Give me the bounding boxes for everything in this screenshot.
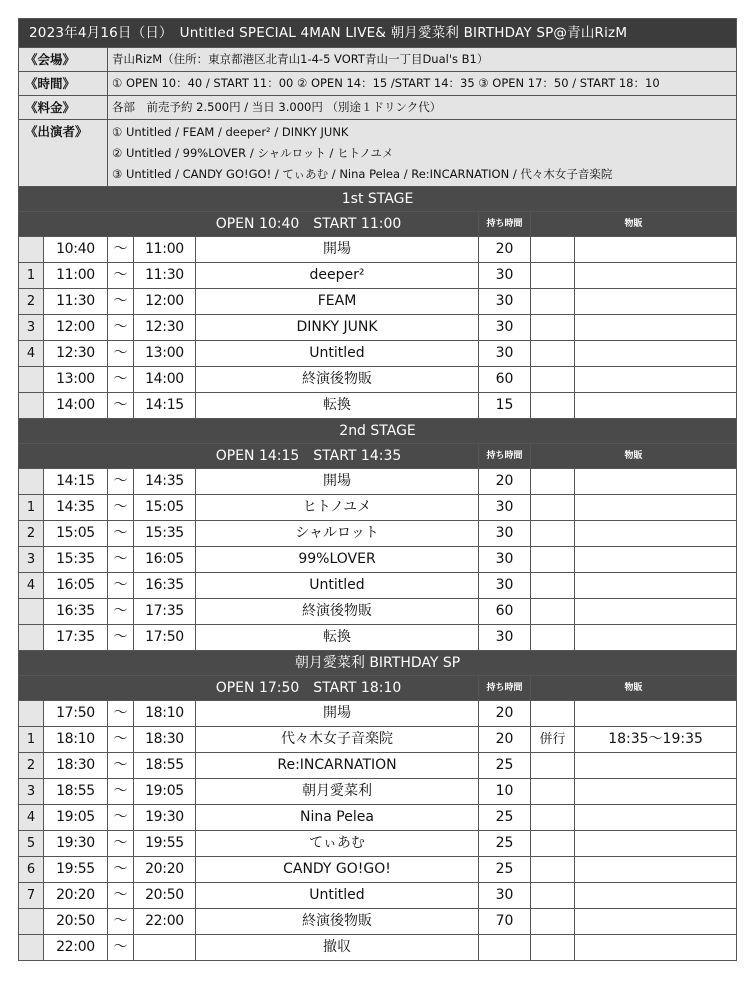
start-time: 12:00	[44, 315, 108, 341]
slot-number: 1	[19, 495, 44, 521]
end-time: 12:30	[134, 315, 196, 341]
end-time: 17:50	[134, 625, 196, 651]
end-time: 15:35	[134, 521, 196, 547]
duration: 30	[479, 341, 531, 367]
slot-number	[19, 599, 44, 625]
slot-number	[19, 237, 44, 263]
stage-subheader-row	[19, 444, 737, 469]
parallel-note	[531, 289, 575, 315]
merch-time	[575, 599, 737, 625]
slot-number	[19, 935, 44, 961]
duration: 20	[479, 727, 531, 753]
end-time: 18:55	[134, 753, 196, 779]
start-time: 12:30	[44, 341, 108, 367]
range-separator: ～	[108, 289, 134, 315]
open-start-time: OPEN 14:15 START 14:35	[19, 444, 479, 469]
range-separator: ～	[108, 547, 134, 573]
table-row	[19, 779, 737, 805]
act-name: 転換	[196, 625, 479, 651]
merch-time	[575, 495, 737, 521]
slot-number	[19, 909, 44, 935]
parallel-note	[531, 367, 575, 393]
merch-time	[575, 935, 737, 961]
act-name: Nina Pelea	[196, 805, 479, 831]
stage-header-row	[19, 187, 737, 212]
table-row	[19, 831, 737, 857]
end-time: 14:15	[134, 393, 196, 419]
parallel-note	[531, 909, 575, 935]
slot-number: 7	[19, 883, 44, 909]
parallel-note	[531, 599, 575, 625]
performers-line-3: ③ Untitled / CANDY GO!GO! / てぃあむ / Nina Pelea / Re:INCARNATION / 代々木女子音楽院	[112, 166, 613, 181]
merch-time	[575, 805, 737, 831]
parallel-note	[531, 495, 575, 521]
act-name: 朝月愛菜利	[196, 779, 479, 805]
table-row	[19, 547, 737, 573]
merch-time	[575, 753, 737, 779]
merch-time	[575, 393, 737, 419]
table-row	[19, 599, 737, 625]
duration: 20	[479, 469, 531, 495]
start-time: 15:35	[44, 547, 108, 573]
range-separator: ～	[108, 367, 134, 393]
table-row	[19, 367, 737, 393]
duration: 10	[479, 779, 531, 805]
end-time: 20:20	[134, 857, 196, 883]
event-title: 2023年4月16日（日） Untitled SPECIAL 4MAN LIVE& 朝月愛菜利 BIRTHDAY SP@青山RizM	[19, 19, 737, 48]
duration-header: 持ち時間	[479, 444, 531, 469]
range-separator: ～	[108, 857, 134, 883]
performers-label: 《出演者》	[19, 120, 108, 187]
act-name: 開場	[196, 237, 479, 263]
end-time: 18:10	[134, 701, 196, 727]
range-separator: ～	[108, 779, 134, 805]
slot-number: 2	[19, 753, 44, 779]
slot-number: 4	[19, 341, 44, 367]
duration: 30	[479, 289, 531, 315]
start-time: 10:40	[44, 237, 108, 263]
duration-header: 持ち時間	[479, 676, 531, 701]
act-name: 開場	[196, 701, 479, 727]
slot-number: 5	[19, 831, 44, 857]
parallel-note: 併行	[531, 727, 575, 753]
range-separator: ～	[108, 263, 134, 289]
range-separator: ～	[108, 883, 134, 909]
slot-number	[19, 701, 44, 727]
slot-number	[19, 393, 44, 419]
merch-time	[575, 315, 737, 341]
price-label: 《料金》	[19, 96, 108, 120]
parallel-note	[531, 935, 575, 961]
table-row	[19, 701, 737, 727]
start-time: 14:35	[44, 495, 108, 521]
end-time	[134, 935, 196, 961]
range-separator: ～	[108, 495, 134, 521]
range-separator: ～	[108, 599, 134, 625]
venue-row	[19, 48, 737, 72]
start-time: 18:10	[44, 727, 108, 753]
stage-name: 2nd STAGE	[19, 419, 737, 444]
slot-number: 4	[19, 805, 44, 831]
open-start-time: OPEN 10:40 START 11:00	[19, 212, 479, 237]
slot-number	[19, 469, 44, 495]
end-time: 11:30	[134, 263, 196, 289]
act-name: シャルロット	[196, 521, 479, 547]
stage-header-row	[19, 419, 737, 444]
time-row	[19, 72, 737, 96]
start-time: 18:55	[44, 779, 108, 805]
start-time: 14:00	[44, 393, 108, 419]
merch-time	[575, 573, 737, 599]
start-time: 20:50	[44, 909, 108, 935]
duration: 15	[479, 393, 531, 419]
table-row	[19, 237, 737, 263]
parallel-note	[531, 547, 575, 573]
act-name: 終演後物販	[196, 367, 479, 393]
start-time: 15:05	[44, 521, 108, 547]
act-name: 終演後物販	[196, 909, 479, 935]
act-name: CANDY GO!GO!	[196, 857, 479, 883]
act-name: 開場	[196, 469, 479, 495]
slot-number: 6	[19, 857, 44, 883]
merch-time	[575, 289, 737, 315]
slot-number: 1	[19, 727, 44, 753]
table-row	[19, 521, 737, 547]
performers-value	[108, 120, 737, 187]
end-time: 14:35	[134, 469, 196, 495]
table-row	[19, 289, 737, 315]
end-time: 19:05	[134, 779, 196, 805]
end-time: 13:00	[134, 341, 196, 367]
duration: 30	[479, 263, 531, 289]
slot-number: 2	[19, 521, 44, 547]
merch-time: 18:35～19:35	[575, 727, 737, 753]
end-time: 16:05	[134, 547, 196, 573]
act-name: 99%LOVER	[196, 547, 479, 573]
time-label: 《時間》	[19, 72, 108, 96]
start-time: 20:20	[44, 883, 108, 909]
merch-time	[575, 521, 737, 547]
stage-name: 1st STAGE	[19, 187, 737, 212]
start-time: 11:30	[44, 289, 108, 315]
table-row	[19, 935, 737, 961]
duration: 60	[479, 367, 531, 393]
slot-number: 4	[19, 573, 44, 599]
table-row	[19, 263, 737, 289]
range-separator: ～	[108, 237, 134, 263]
duration: 70	[479, 909, 531, 935]
stage-subheader-row	[19, 676, 737, 701]
merch-header: 物販	[531, 444, 737, 469]
parallel-note	[531, 521, 575, 547]
duration: 25	[479, 753, 531, 779]
venue-label: 《会場》	[19, 48, 108, 72]
start-time: 17:35	[44, 625, 108, 651]
act-name: 撤収	[196, 935, 479, 961]
start-time: 18:30	[44, 753, 108, 779]
end-time: 11:00	[134, 237, 196, 263]
range-separator: ～	[108, 909, 134, 935]
merch-time	[575, 779, 737, 805]
open-start-time: OPEN 17:50 START 18:10	[19, 676, 479, 701]
parallel-note	[531, 341, 575, 367]
performers-line-2: ② Untitled / 99%LOVER / シャルロット / ヒトノユメ	[112, 145, 394, 160]
venue-value: 青山RizM（住所：東京都港区北青山1-4-5 VORT青山一丁目Dual's B1）	[108, 48, 737, 72]
start-time: 13:00	[44, 367, 108, 393]
duration: 25	[479, 805, 531, 831]
stage-subheader-row	[19, 212, 737, 237]
duration: 30	[479, 521, 531, 547]
end-time: 22:00	[134, 909, 196, 935]
slot-number	[19, 367, 44, 393]
timetable	[18, 18, 737, 961]
stage-name: 朝月愛菜利 BIRTHDAY SP	[19, 651, 737, 676]
merch-time	[575, 367, 737, 393]
range-separator: ～	[108, 727, 134, 753]
table-row	[19, 573, 737, 599]
table-row	[19, 495, 737, 521]
start-time: 16:05	[44, 573, 108, 599]
range-separator: ～	[108, 315, 134, 341]
stage-header-row	[19, 651, 737, 676]
performers-row	[19, 120, 737, 187]
start-time: 14:15	[44, 469, 108, 495]
merch-header: 物販	[531, 212, 737, 237]
start-time: 16:35	[44, 599, 108, 625]
parallel-note	[531, 779, 575, 805]
merch-time	[575, 469, 737, 495]
parallel-note	[531, 625, 575, 651]
parallel-note	[531, 753, 575, 779]
range-separator: ～	[108, 805, 134, 831]
act-name: 転換	[196, 393, 479, 419]
merch-time	[575, 831, 737, 857]
act-name: 終演後物販	[196, 599, 479, 625]
duration: 20	[479, 701, 531, 727]
duration-header: 持ち時間	[479, 212, 531, 237]
end-time: 19:55	[134, 831, 196, 857]
parallel-note	[531, 393, 575, 419]
range-separator: ～	[108, 393, 134, 419]
slot-number: 3	[19, 315, 44, 341]
duration: 30	[479, 625, 531, 651]
act-name: FEAM	[196, 289, 479, 315]
range-separator: ～	[108, 935, 134, 961]
time-value: ① OPEN 10：40 / START 11：00 ② OPEN 14：15 /START 14：35 ③ OPEN 17：50 / START 18：10	[108, 72, 737, 96]
range-separator: ～	[108, 573, 134, 599]
table-row	[19, 341, 737, 367]
parallel-note	[531, 263, 575, 289]
end-time: 19:30	[134, 805, 196, 831]
slot-number: 3	[19, 547, 44, 573]
act-name: Untitled	[196, 573, 479, 599]
range-separator: ～	[108, 341, 134, 367]
duration: 25	[479, 857, 531, 883]
title-row	[19, 19, 737, 48]
duration	[479, 935, 531, 961]
end-time: 20:50	[134, 883, 196, 909]
parallel-note	[531, 315, 575, 341]
slot-number: 1	[19, 263, 44, 289]
start-time: 19:30	[44, 831, 108, 857]
act-name: ヒトノユメ	[196, 495, 479, 521]
table-row	[19, 625, 737, 651]
parallel-note	[531, 831, 575, 857]
parallel-note	[531, 237, 575, 263]
merch-time	[575, 341, 737, 367]
end-time: 14:00	[134, 367, 196, 393]
range-separator: ～	[108, 701, 134, 727]
act-name: deeper²	[196, 263, 479, 289]
performers-line-1: ① Untitled / FEAM / deeper² / DINKY JUNK	[112, 124, 349, 139]
table-row	[19, 909, 737, 935]
duration: 60	[479, 599, 531, 625]
act-name: Untitled	[196, 341, 479, 367]
duration: 25	[479, 831, 531, 857]
price-value: 各部 前売予約 2.500円 / 当日 3.000円 （別途１ドリンク代）	[108, 96, 737, 120]
parallel-note	[531, 805, 575, 831]
table-row	[19, 857, 737, 883]
start-time: 11:00	[44, 263, 108, 289]
slot-number: 3	[19, 779, 44, 805]
merch-time	[575, 909, 737, 935]
end-time: 12:00	[134, 289, 196, 315]
act-name: 代々木女子音楽院	[196, 727, 479, 753]
merch-time	[575, 883, 737, 909]
start-time: 19:55	[44, 857, 108, 883]
parallel-note	[531, 701, 575, 727]
range-separator: ～	[108, 753, 134, 779]
duration: 30	[479, 547, 531, 573]
table-row	[19, 469, 737, 495]
duration: 30	[479, 315, 531, 341]
merch-time	[575, 263, 737, 289]
act-name: てぃあむ	[196, 831, 479, 857]
end-time: 16:35	[134, 573, 196, 599]
duration: 30	[479, 573, 531, 599]
end-time: 17:35	[134, 599, 196, 625]
start-time: 19:05	[44, 805, 108, 831]
price-row	[19, 96, 737, 120]
end-time: 18:30	[134, 727, 196, 753]
table-row	[19, 727, 737, 753]
slot-number: 2	[19, 289, 44, 315]
table-row	[19, 753, 737, 779]
duration: 20	[479, 237, 531, 263]
duration: 30	[479, 495, 531, 521]
merch-time	[575, 701, 737, 727]
table-row	[19, 805, 737, 831]
merch-time	[575, 237, 737, 263]
range-separator: ～	[108, 625, 134, 651]
parallel-note	[531, 469, 575, 495]
parallel-note	[531, 857, 575, 883]
range-separator: ～	[108, 521, 134, 547]
table-row	[19, 315, 737, 341]
slot-number	[19, 625, 44, 651]
table-row	[19, 883, 737, 909]
parallel-note	[531, 883, 575, 909]
parallel-note	[531, 573, 575, 599]
merch-header: 物販	[531, 676, 737, 701]
range-separator: ～	[108, 469, 134, 495]
act-name: Untitled	[196, 883, 479, 909]
merch-time	[575, 857, 737, 883]
range-separator: ～	[108, 831, 134, 857]
act-name: Re:INCARNATION	[196, 753, 479, 779]
merch-time	[575, 625, 737, 651]
merch-time	[575, 547, 737, 573]
duration: 30	[479, 883, 531, 909]
start-time: 22:00	[44, 935, 108, 961]
act-name: DINKY JUNK	[196, 315, 479, 341]
table-row	[19, 393, 737, 419]
end-time: 15:05	[134, 495, 196, 521]
timetable-sheet	[18, 18, 736, 961]
start-time: 17:50	[44, 701, 108, 727]
